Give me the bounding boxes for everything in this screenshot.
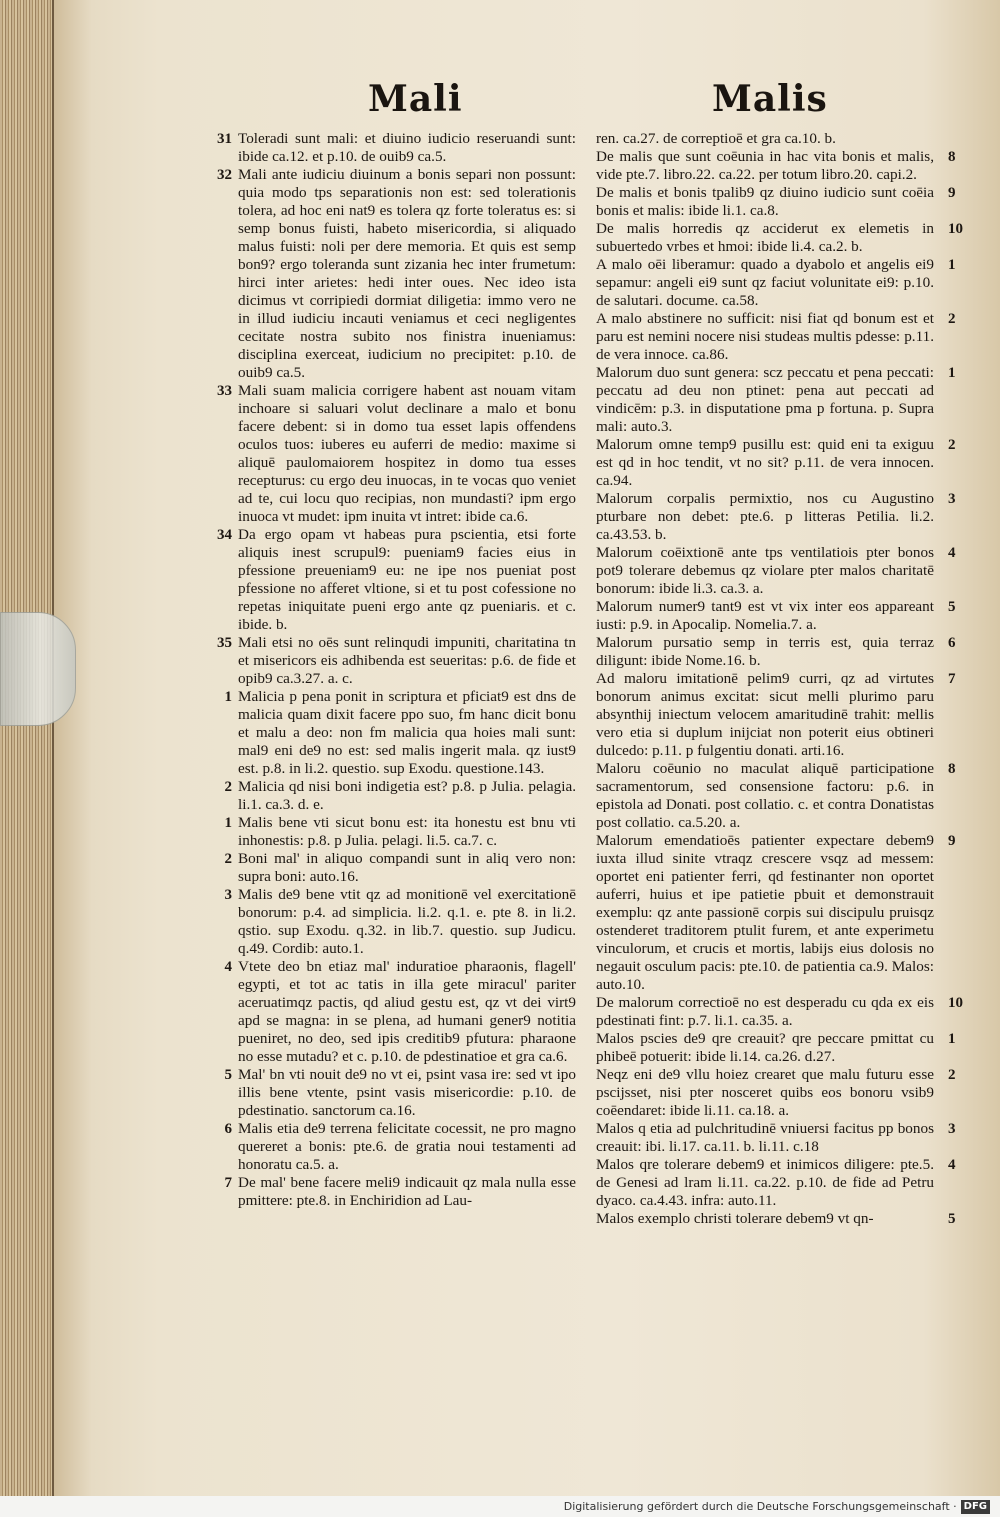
index-entry [596,436,956,490]
index-entry [596,148,956,184]
entry-number: 1 [948,1031,956,1047]
entry-text: Vtete deo bn etiaz mal' induratioe pharaonis, flagell' egypti, et tot ac tatis in illa gete miracul' pariter aceruatimqz pactis, qd aliud gestu est, qz vt dei virt9 apd se magna: in se plena, ad humani gener9 notitia pueniret, no deo, sed ipis creditib9 pfutura: pharaone no esse mutadu? et c. p.10. de pdestinatioe et gra ca.6. [238,958,576,1065]
entry-text: A malo abstinere no sufficit: nisi fiat qd bonum est et paru est nemini nocere nisi studeas multis pdesse: p.11. de vera innoce. ca.86. [596,310,934,363]
entry-text: Malis etia de9 terrena felicitate cocessit, ne pro magno quereret a bonis: pte.6. de gratia noui testamenti ad honoratu ca.5. a. [238,1120,576,1173]
entry-text: Malorum coēixtionē ante tps ventilatiois pter bonos pot9 tolerare debemus qz violare pter malos charitatē bonorum: ibide li.3. ca.3. a. [596,544,934,597]
entry-number: 34 [217,527,232,543]
dfg-logo: DFG [961,1500,990,1514]
entry-number: 1 [948,257,956,273]
entry-text: Malicia qd nisi boni indigetia est? p.8. p Julia. pelagia. li.1. ca.3. d. e. [238,778,576,813]
index-entry [596,760,956,832]
entry-number: 7 [948,671,956,687]
entry-number: 8 [948,761,956,777]
entry-number: 3 [224,887,232,903]
entry-number: 33 [217,383,232,399]
entry-text: Mali ante iudiciu diuinum a bonis separi non possunt: quia modo tps separationis non est: sed tolerationis tolera, ad hoc eni nat9 es tolera qz forte toleratus es: si semp bonus fuisti, habeto misericordia, si aliquado malus fuisti: noli per dere memoria. Et quis est semp bon9? ergo toleranda sunt zizania hec inter frumetum: hirci inter arietes: hedi inter oues. Nec ideo ista dicimus vt corripiedi dormiat diligetia: immo vero ne in illud iudiciu incauti veniamus et ceci negligentes cecitate nostra subito nos finistra inueniamus: disciplina exerceat, iudicium no precipitet: p.10. de ouib9 ca.5. [238,166,576,381]
entry-text: Neqz eni de9 vllu hoiez crearet que malu futuru esse pscijsset, nisi pter nosceret quibs eos bonoru vsib9 coēendaret: ibide li.11. ca.18. a. [596,1066,934,1119]
index-entry [596,994,963,1030]
digitization-footer [0,1496,1000,1517]
entry-text: De malis que sunt coēunia in hac vita bonis et malis, vide pte.7. libro.22. ca.22. per totum libro.20. capi.2. [596,148,934,183]
entry-text: ren. ca.27. de correptioē et gra ca.10. b. [596,130,836,147]
entry-number: 8 [948,149,956,165]
index-entry [596,130,934,148]
entry-text: Malorum pursatio semp in terris est, quia terraz diligunt: ibide Nome.16. b. [596,634,934,669]
entry-number: 2 [948,311,956,327]
index-entry [596,310,956,364]
entry-number: 2 [224,779,232,795]
entry-number: 6 [224,1121,232,1137]
index-entry [224,1174,576,1210]
entry-text: De malis et bonis tpalib9 qz diuino iudicio sunt coēia bonis et malis: ibide li.1. ca.8. [596,184,934,219]
entry-number: 2 [948,437,956,453]
index-entry [596,670,956,760]
entry-text: De malorum correctioē no est desperadu cu qda ex eis pdestinati fint: p.7. li.1. ca.35. a. [596,994,934,1029]
entry-text: Malos q etia ad pulchritudinē vniuersi facitus pp bonos creauit: ibi. li.17. ca.11. b. li.11. c.18 [596,1120,934,1155]
entry-text: Maloru coēunio no maculat aliquē participatione sacramentorum, sed consensione factoru: p.6. in epistola ad Donati. post collatio. c. et contra Donatistas post collatio. ca.5.20. a. [596,760,934,831]
index-entry [224,1066,576,1120]
entry-number: 1 [224,815,232,831]
index-entry [596,1156,956,1210]
entry-text: Mali etsi no oēs sunt relinqudi impuniti, charitatina tn et misericors eis adhibenda est seueritas: p.6. de fide et opib9 ca.3.27. a. c. [238,634,576,687]
left-column [217,130,576,1210]
entry-number: 31 [217,131,232,147]
index-entry [217,166,576,382]
entry-number: 35 [217,635,232,651]
entry-number: 4 [224,959,232,975]
index-entry [596,1030,956,1066]
entry-number: 1 [948,365,956,381]
entry-number: 5 [224,1067,232,1083]
entry-number: 7 [224,1175,232,1191]
index-entry [596,364,956,436]
index-entry [224,814,576,850]
index-entry [217,634,576,688]
entry-text: A malo oēi liberamur: quado a dyabolo et angelis ei9 sepamur: angeli ei9 sunt qz faciut volunitate ei9: p.10. de salutari. docume. ca.58. [596,256,934,309]
entry-number: 5 [948,1211,956,1227]
entry-number: 32 [217,167,232,183]
page-edges [0,0,54,1496]
index-entry [596,544,956,598]
entry-text: Malos exemplo christi tolerare debem9 vt qn- [596,1210,874,1227]
index-entry [596,256,956,310]
entry-number: 5 [948,599,956,615]
entry-text: Malorum omne temp9 pusillu est: quid eni ta exiguu est qd in hoc tendit, vt no sit? p.11. de vera innocen. ca.94. [596,436,934,489]
entry-text: Da ergo opam vt habeas pura pscientia, etsi forte aliquis inest scrupul9: pueniam9 facies eius in pfessione preueniam9 eu: ne ipe nos pueniat post pfessione no afferet vltione, si et tu post cofessione no repetas iniquitate pueni ergo ante qz pueniaris. et c. ibide. b. [238,526,576,633]
entry-text: Malos qre tolerare debem9 et inimicos diligere: pte.5. de Genesi ad lram li.11. ca.22. p.10. de fide ad Petru dyaco. ca.4.43. infra: auto.11. [596,1156,934,1209]
entry-number: 4 [948,545,956,561]
footer-text: Digitalisierung gefördert durch die Deutsche Forschungsgemeinschaft · [563,1500,957,1513]
entry-text: Malorum emendatioēs patienter expectare debem9 iuxta illud sinite vtraqz crescere vsqz ad messem: oportet eni patienter ferri, qd festinanter non oportet auferri, huius et ipe patietie pbuit et demonstrauit exemplu: qz ante passionē corpis sui discipulu pruisqz ostenderet traditorem ptulit furem, et ante experimetu vinculorum, et crucis et mortis, labijs eius dolosis no negauit osculum pacis: pte.10. de patientia ca.9. Malos: auto.10. [596,832,934,993]
entry-number: 4 [948,1157,956,1173]
entry-number: 1 [224,689,232,705]
entry-text: Malis bene vti sicut bonu est: ita honestu est bnu vti inhonestis: p.8. p Julia. pelagi. li.5. ca.7. c. [238,814,576,849]
entry-text: De mal' bene facere meli9 indicauit qz mala nulla esse pmittere: pte.8. in Enchiridion ad Lau- [238,1174,576,1209]
entry-text: Malorum numer9 tant9 est vt vix inter eos appareant iusti: p.9. in Apocalip. Nomelia.7. a. [596,598,934,633]
right-column [596,130,963,1228]
entry-text: Malis de9 bene vtit qz ad monitionē vel exercitationē bonorum: p.4. ad simplicia. li.2. q.1. e. pte 8. in li.2. qstio. sup Exodu. q.32. in lib.7. questio. sup Judicu. q.49. Cordib: auto.1. [238,886,576,957]
index-entry [217,526,576,634]
index-entry [224,1120,576,1174]
entry-text: Malorum duo sunt genera: scz peccatu et pena peccati: peccatu ad deu non ptinet: pena aut peccati ad vindicēm: p.3. in disputatione pma p fortuna. p. Supra mali: auto.3. [596,364,934,435]
index-entry [596,634,956,670]
index-entry [224,778,576,814]
entry-number: 9 [948,185,956,201]
running-head-left: Mali [368,78,463,120]
index-entry [596,1120,956,1156]
index-entry [224,958,576,1066]
entry-text: Ad maloru imitationē pelim9 curri, qz ad virtutes bonorum animus excitat: sicut melli plurimo paru absynthij iniectum velocem amaritudinē trahit: mellis vero etia si duplum inijciat non poterit eius obtineri dulcedo: p.11. p fulgentiu donati. arti.16. [596,670,934,759]
index-entry [596,490,956,544]
entry-text: Boni mal' in aliquo compandi sunt in aliq vero non: supra boni: auto.16. [238,850,576,885]
entry-number: 3 [948,1121,956,1137]
page-clip [0,612,76,726]
entry-text: Mali suam malicia corrigere habent ast nouam vitam inchoare si saluari volut declinare a malo et bonu facere debent: si in domo tua esset lapis offendens oculos tuos: iuberes eu auferri de medio: maxime si aliquē paulomaiorem hospitez in domo tua esses recepturus: cu ergo deu inuocas, in te vocas quo veniet ad te, cui locu quo recipias, non mundasti? ipm ergo inuoca vt mudet: ipm inuita vt intret: ibide ca.6. [238,382,576,525]
running-head-right: Malis [712,78,828,120]
entry-text: Malos pscies de9 qre creauit? qre peccare pmittat cu phibeē potuerit: ibide li.14. ca.26. d.27. [596,1030,934,1065]
entry-text: Malicia p pena ponit in scriptura et pficiat9 est dns de malicia quam dixit facere ppo suo, fm hanc dicit bonu et malu a deo: non fm malicia qua hoies mali sunt: mal9 eni de9 no est: sed malis ingerit mala. qz iust9 est. p.8. in li.2. questio. sup Exodu. questione.143. [238,688,576,777]
entry-text: De malis horredis qz acciderut ex elemetis in subuertedo vrbes et hmoi: ibide li.4. ca.2. b. [596,220,934,255]
index-entry [224,886,576,958]
index-entry [217,382,576,526]
entry-text: Malorum corpalis permixtio, nos cu Augustino pturbare non debet: pte.6. p litteras Petilia. li.2. ca.43.53. b. [596,490,934,543]
index-entry [596,598,956,634]
index-entry [224,850,576,886]
index-entry [596,832,956,994]
index-entry [596,184,956,220]
entry-number: 10 [948,995,963,1011]
index-entry [217,130,576,166]
index-entry [596,220,963,256]
entry-text: Toleradi sunt mali: et diuino iudicio reseruandi sunt: ibide ca.12. et p.10. de ouib9 ca.5. [238,130,576,165]
index-entry [596,1210,956,1228]
entry-number: 2 [224,851,232,867]
entry-number: 10 [948,221,963,237]
entry-number: 9 [948,833,956,849]
index-entry [224,688,576,778]
entry-number: 6 [948,635,956,651]
entry-text: Mal' bn vti nouit de9 no vt ei, psint vasa ire: sed vt ipo illis bene vtente, psint vasis misericordie: p.10. de pdestinatio. sanctorum ca.16. [238,1066,576,1119]
entry-number: 3 [948,491,956,507]
index-entry [596,1066,956,1120]
entry-number: 2 [948,1067,956,1083]
